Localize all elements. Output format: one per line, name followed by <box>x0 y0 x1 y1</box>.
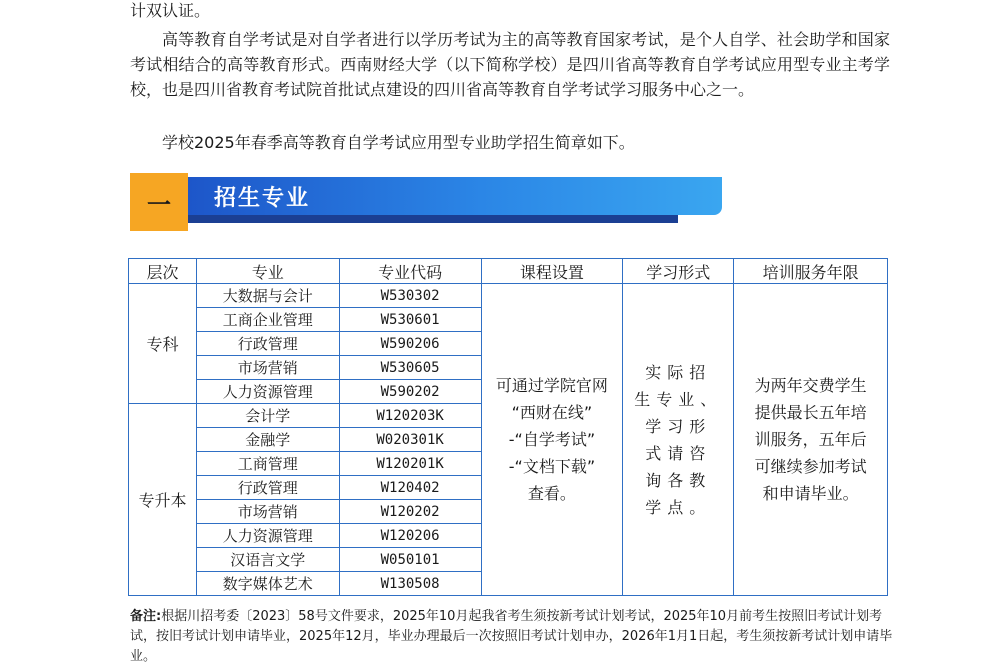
major-cell: 行政管理 <box>196 332 339 356</box>
major-cell: 人力资源管理 <box>196 524 339 548</box>
code-cell: W120402 <box>339 476 481 500</box>
header-code: 专业代码 <box>339 259 481 284</box>
level-zhuanke: 专科 <box>129 284 197 404</box>
code-cell: W120203K <box>339 404 481 428</box>
code-cell: W120202 <box>339 500 481 524</box>
header-major: 专业 <box>196 259 339 284</box>
code-cell: W530605 <box>339 356 481 380</box>
code-cell: W130508 <box>339 572 481 596</box>
major-cell: 行政管理 <box>196 476 339 500</box>
major-cell: 金融学 <box>196 428 339 452</box>
major-cell: 大数据与会计 <box>196 284 339 308</box>
code-cell: W050101 <box>339 548 481 572</box>
footnote-label: 备注: <box>130 609 162 624</box>
section-number: 一 <box>130 173 188 231</box>
major-cell: 数字媒体艺术 <box>196 572 339 596</box>
study-form-text: 实际招 生专业、 学习形 式请咨 询各教 学点。 <box>634 362 723 517</box>
footnote-text: 根据川招考委〔2023〕58号文件要求，2025年10月起我省考生须按新考试计划考试，2025年10月前考生按照旧考试计划考试，按旧考试计划申请毕业，2025年12月，毕业办理最后一次按照旧考试计划申办，2026年1月1日起，考生须按新考试计划申请毕业。 <box>130 609 893 664</box>
level-zhuanshengben: 专升本 <box>129 404 197 596</box>
major-cell: 市场营销 <box>196 500 339 524</box>
header-level: 层次 <box>129 259 197 284</box>
code-cell: W020301K <box>339 428 481 452</box>
course-setting-text: 可通过学院官网 “西财在线” -“自学考试” -“文档下载” 查看。 <box>495 376 608 503</box>
code-cell: W120201K <box>339 452 481 476</box>
code-cell: W120206 <box>339 524 481 548</box>
course-setting-cell <box>481 284 623 596</box>
code-cell: W590202 <box>339 380 481 404</box>
paragraph-announcement: 学校2025年春季高等教育自学考试应用型专业助学招生简章如下。 <box>162 133 635 152</box>
major-cell: 市场营销 <box>196 356 339 380</box>
footnote <box>130 607 895 667</box>
major-cell: 工商管理 <box>196 452 339 476</box>
major-cell: 会计学 <box>196 404 339 428</box>
code-cell: W590206 <box>339 332 481 356</box>
major-cell: 人力资源管理 <box>196 380 339 404</box>
header-course: 课程设置 <box>481 259 623 284</box>
code-cell: W530302 <box>339 284 481 308</box>
major-cell: 工商企业管理 <box>196 308 339 332</box>
header-service-years: 培训服务年限 <box>734 259 888 284</box>
table-header-row <box>129 259 888 284</box>
section-banner <box>130 173 592 231</box>
header-study-form: 学习形式 <box>623 259 734 284</box>
program-table <box>128 258 888 596</box>
major-cell: 汉语言文学 <box>196 548 339 572</box>
code-cell: W530601 <box>339 308 481 332</box>
service-years-cell <box>734 284 888 596</box>
paragraph-intro-tail: 计双认证。 <box>130 1 211 20</box>
table-row <box>129 284 888 308</box>
study-form-cell <box>623 284 734 596</box>
section-title: 招生专业 <box>188 177 722 215</box>
paragraph-description: 高等教育自学考试是对自学者进行以学历考试为主的高等教育国家考试，是个人自学、社会助学和国家考试相结合的高等教育形式。西南财经大学（以下简称学校）是四川省高等教育自学考试应用型专业主考学校，也是四川省教育考试院首批试点建设的四川省高等教育自学考试学习服务中心之一。 <box>130 30 890 99</box>
service-years-text: 为两年交费学生 提供最长五年培 训服务，五年后 可继续参加考试 和申请毕业。 <box>754 376 867 503</box>
